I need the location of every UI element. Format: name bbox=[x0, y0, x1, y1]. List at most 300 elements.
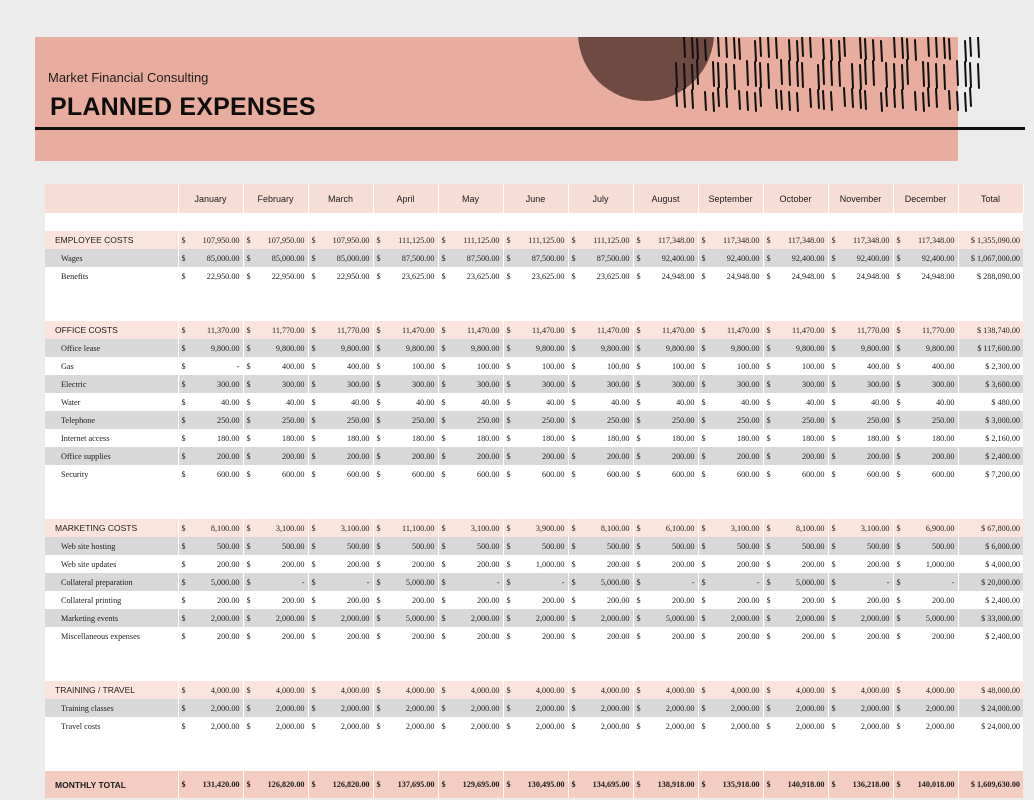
currency-symbol: $ bbox=[766, 253, 771, 263]
amount-cell bbox=[893, 699, 958, 717]
amount-value: 5,000.00 bbox=[210, 577, 240, 587]
currency-symbol: $ bbox=[571, 325, 576, 335]
amount-cell bbox=[503, 339, 568, 357]
amount-cell bbox=[633, 573, 698, 591]
row-total: $ 3,000.00 bbox=[958, 411, 1023, 429]
currency-symbol: $ bbox=[896, 541, 901, 551]
category-label: EMPLOYEE COSTS bbox=[45, 231, 178, 249]
currency-symbol: $ bbox=[636, 703, 641, 713]
amount-value: 9,800.00 bbox=[600, 343, 630, 353]
table-row bbox=[45, 537, 1023, 555]
amount-value: 200.00 bbox=[216, 451, 240, 461]
amount-value: 134,695.00 bbox=[592, 780, 630, 789]
currency-symbol: $ bbox=[766, 271, 771, 281]
amount-cell bbox=[893, 519, 958, 537]
table-row bbox=[45, 339, 1023, 357]
amount-cell bbox=[503, 555, 568, 573]
currency-symbol: $ bbox=[441, 541, 446, 551]
hatch-stroke bbox=[886, 88, 887, 106]
currency-symbol: $ bbox=[831, 433, 836, 443]
amount-cell bbox=[893, 771, 958, 798]
expenses-table bbox=[45, 184, 1024, 798]
row-total: $ 2,400.00 bbox=[958, 591, 1023, 609]
amount-cell bbox=[893, 681, 958, 699]
currency-symbol: $ bbox=[376, 361, 381, 371]
amount-cell bbox=[178, 411, 243, 429]
column-header: December bbox=[893, 184, 958, 213]
currency-symbol: $ bbox=[376, 523, 381, 533]
currency-symbol: $ bbox=[311, 271, 316, 281]
hatch-stroke bbox=[928, 37, 929, 56]
currency-symbol: $ bbox=[831, 780, 836, 789]
column-header: September bbox=[698, 184, 763, 213]
amount-value: 11,470.00 bbox=[532, 325, 565, 335]
currency-symbol: $ bbox=[311, 559, 316, 569]
amount-cell bbox=[568, 699, 633, 717]
amount-value: 2,000.00 bbox=[535, 703, 565, 713]
item-label: Collateral preparation bbox=[45, 573, 178, 591]
hatch-stroke bbox=[768, 37, 769, 57]
amount-value: 500.00 bbox=[671, 541, 695, 551]
currency-symbol: $ bbox=[636, 577, 641, 587]
hatch-stroke bbox=[894, 37, 895, 57]
amount-value: 2,000.00 bbox=[860, 703, 890, 713]
amount-value: 5,000.00 bbox=[665, 613, 695, 623]
amount-cell bbox=[633, 339, 698, 357]
hatch-stroke bbox=[844, 88, 845, 106]
amount-value: 8,100.00 bbox=[600, 523, 630, 533]
currency-symbol: $ bbox=[311, 415, 316, 425]
amount-value: 2,000.00 bbox=[210, 703, 240, 713]
amount-cell bbox=[568, 429, 633, 447]
amount-cell bbox=[893, 231, 958, 249]
hatch-stroke bbox=[936, 37, 937, 57]
amount-cell bbox=[438, 267, 503, 285]
row-total: $ 2,300.00 bbox=[958, 357, 1023, 375]
amount-cell bbox=[243, 393, 308, 411]
amount-cell bbox=[763, 609, 828, 627]
currency-symbol: $ bbox=[831, 469, 836, 479]
hatch-stroke bbox=[915, 92, 916, 110]
currency-symbol: $ bbox=[766, 415, 771, 425]
amount-value: 40.00 bbox=[611, 397, 630, 407]
currency-symbol: $ bbox=[246, 559, 251, 569]
amount-value: 500.00 bbox=[281, 541, 305, 551]
amount-value: 200.00 bbox=[736, 595, 760, 605]
currency-symbol: $ bbox=[311, 721, 316, 731]
currency-symbol: $ bbox=[506, 433, 511, 443]
currency-symbol: $ bbox=[441, 397, 446, 407]
amount-cell bbox=[763, 771, 828, 798]
currency-symbol: $ bbox=[506, 361, 511, 371]
amount-cell bbox=[893, 555, 958, 573]
hatch-stroke bbox=[970, 88, 971, 106]
amount-value: 40.00 bbox=[481, 397, 500, 407]
currency-symbol: $ bbox=[636, 235, 641, 245]
amount-value: 100.00 bbox=[736, 361, 760, 371]
amount-cell bbox=[568, 357, 633, 375]
currency-symbol: $ bbox=[441, 595, 446, 605]
spacer-row bbox=[45, 753, 1023, 771]
hatch-stroke bbox=[978, 64, 979, 88]
table-row bbox=[45, 717, 1023, 735]
column-header: August bbox=[633, 184, 698, 213]
amount-cell bbox=[568, 267, 633, 285]
amount-value: 9,800.00 bbox=[665, 343, 695, 353]
amount-cell bbox=[503, 699, 568, 717]
currency-symbol: $ bbox=[896, 685, 901, 695]
currency-symbol: $ bbox=[311, 523, 316, 533]
amount-cell bbox=[308, 717, 373, 735]
currency-symbol: $ bbox=[701, 613, 706, 623]
amount-value: 600.00 bbox=[541, 469, 565, 479]
amount-cell bbox=[828, 447, 893, 465]
amount-value: 6,900.00 bbox=[925, 523, 955, 533]
amount-cell bbox=[893, 627, 958, 645]
amount-cell bbox=[308, 555, 373, 573]
currency-symbol: $ bbox=[571, 631, 576, 641]
row-total: $ 2,160.00 bbox=[958, 429, 1023, 447]
amount-cell bbox=[373, 447, 438, 465]
currency-symbol: $ bbox=[376, 721, 381, 731]
amount-value: 200.00 bbox=[736, 451, 760, 461]
currency-symbol: $ bbox=[701, 780, 706, 789]
amount-cell bbox=[828, 699, 893, 717]
amount-cell bbox=[698, 519, 763, 537]
amount-value: 85,000.00 bbox=[336, 253, 370, 263]
currency-symbol: $ bbox=[766, 780, 771, 789]
currency-symbol: $ bbox=[701, 433, 706, 443]
row-total: $ 48,000.00 bbox=[958, 681, 1023, 699]
amount-value: - bbox=[756, 577, 760, 587]
hatch-stroke bbox=[923, 62, 924, 86]
spacer-cell bbox=[45, 663, 1023, 681]
amount-value: 22,950.00 bbox=[206, 271, 240, 281]
amount-value: 8,100.00 bbox=[795, 523, 825, 533]
amount-value: 40.00 bbox=[676, 397, 695, 407]
amount-cell bbox=[243, 591, 308, 609]
amount-cell bbox=[698, 357, 763, 375]
amount-value: 200.00 bbox=[411, 631, 435, 641]
amount-cell bbox=[698, 717, 763, 735]
company-name: Market Financial Consulting bbox=[48, 70, 209, 85]
currency-symbol: $ bbox=[181, 253, 186, 263]
row-total: $ 480.00 bbox=[958, 393, 1023, 411]
currency-symbol: $ bbox=[441, 271, 446, 281]
hatch-stroke bbox=[684, 89, 685, 107]
currency-symbol: $ bbox=[441, 361, 446, 371]
amount-value: 22,950.00 bbox=[271, 271, 305, 281]
currency-symbol: $ bbox=[246, 721, 251, 731]
currency-symbol: $ bbox=[376, 469, 381, 479]
currency-symbol: $ bbox=[571, 235, 576, 245]
currency-symbol: $ bbox=[701, 721, 706, 731]
amount-cell bbox=[893, 375, 958, 393]
amount-value: 9,800.00 bbox=[470, 343, 500, 353]
amount-cell bbox=[633, 537, 698, 555]
column-header: April bbox=[373, 184, 438, 213]
amount-cell bbox=[633, 717, 698, 735]
amount-value: 40.00 bbox=[741, 397, 760, 407]
currency-symbol: $ bbox=[441, 559, 446, 569]
currency-symbol: $ bbox=[636, 379, 641, 389]
amount-cell bbox=[893, 339, 958, 357]
amount-value: 2,000.00 bbox=[795, 721, 825, 731]
amount-cell bbox=[308, 231, 373, 249]
currency-symbol: $ bbox=[246, 451, 251, 461]
currency-symbol: $ bbox=[246, 235, 251, 245]
amount-cell bbox=[438, 519, 503, 537]
currency-symbol: $ bbox=[766, 577, 771, 587]
currency-symbol: $ bbox=[571, 361, 576, 371]
currency-symbol: $ bbox=[636, 469, 641, 479]
table-row bbox=[45, 591, 1023, 609]
hatch-stroke bbox=[902, 90, 903, 108]
hatch-stroke bbox=[928, 63, 929, 87]
amount-value: 100.00 bbox=[801, 361, 825, 371]
hatch-stroke bbox=[781, 60, 782, 84]
amount-cell bbox=[698, 375, 763, 393]
amount-cell bbox=[373, 519, 438, 537]
amount-cell bbox=[438, 393, 503, 411]
currency-symbol: $ bbox=[441, 253, 446, 263]
amount-value: 180.00 bbox=[346, 433, 370, 443]
currency-symbol: $ bbox=[311, 325, 316, 335]
currency-symbol: $ bbox=[636, 523, 641, 533]
spacer-row bbox=[45, 303, 1023, 321]
currency-symbol: $ bbox=[571, 397, 576, 407]
amount-value: 129,695.00 bbox=[462, 780, 500, 789]
currency-symbol: $ bbox=[376, 451, 381, 461]
spacer-cell bbox=[45, 285, 1023, 303]
amount-value: 4,000.00 bbox=[470, 685, 500, 695]
hatch-stroke bbox=[831, 61, 832, 85]
currency-symbol: $ bbox=[701, 451, 706, 461]
currency-symbol: $ bbox=[311, 685, 316, 695]
currency-symbol: $ bbox=[441, 469, 446, 479]
spacer-cell bbox=[45, 735, 1023, 753]
amount-value: 300.00 bbox=[931, 379, 955, 389]
amount-cell bbox=[828, 681, 893, 699]
hatch-stroke bbox=[865, 91, 866, 109]
amount-cell bbox=[178, 231, 243, 249]
amount-cell bbox=[243, 609, 308, 627]
amount-cell bbox=[893, 717, 958, 735]
amount-cell bbox=[503, 465, 568, 483]
amount-cell bbox=[763, 681, 828, 699]
amount-cell bbox=[763, 519, 828, 537]
amount-value: 300.00 bbox=[866, 379, 890, 389]
amount-value: - bbox=[691, 577, 695, 587]
amount-cell bbox=[698, 429, 763, 447]
amount-value: 23,625.00 bbox=[596, 271, 630, 281]
amount-cell bbox=[893, 321, 958, 339]
amount-cell bbox=[828, 555, 893, 573]
amount-value: 200.00 bbox=[346, 595, 370, 605]
table-row bbox=[45, 465, 1023, 483]
amount-value: 180.00 bbox=[801, 433, 825, 443]
amount-value: 250.00 bbox=[216, 415, 240, 425]
amount-value: 180.00 bbox=[411, 433, 435, 443]
amount-cell bbox=[633, 429, 698, 447]
currency-symbol: $ bbox=[506, 577, 511, 587]
row-total: $ 1,355,090.00 bbox=[958, 231, 1023, 249]
column-header: July bbox=[568, 184, 633, 213]
table-header-row bbox=[45, 184, 1023, 213]
currency-symbol: $ bbox=[441, 379, 446, 389]
row-total: $ 3,600.00 bbox=[958, 375, 1023, 393]
amount-cell bbox=[568, 465, 633, 483]
table-row bbox=[45, 393, 1023, 411]
amount-cell bbox=[308, 681, 373, 699]
amount-cell bbox=[308, 321, 373, 339]
currency-symbol: $ bbox=[376, 271, 381, 281]
item-label: Electric bbox=[45, 375, 178, 393]
amount-cell bbox=[633, 393, 698, 411]
currency-symbol: $ bbox=[831, 379, 836, 389]
amount-cell bbox=[568, 321, 633, 339]
amount-value: 4,000.00 bbox=[665, 685, 695, 695]
amount-cell bbox=[438, 429, 503, 447]
amount-cell bbox=[503, 429, 568, 447]
table-row bbox=[45, 447, 1023, 465]
spacer-row bbox=[45, 501, 1023, 519]
amount-value: 2,000.00 bbox=[340, 721, 370, 731]
amount-value: 92,400.00 bbox=[856, 253, 890, 263]
amount-cell bbox=[568, 393, 633, 411]
currency-symbol: $ bbox=[701, 361, 706, 371]
amount-value: 200.00 bbox=[931, 595, 955, 605]
currency-symbol: $ bbox=[831, 343, 836, 353]
amount-cell bbox=[178, 393, 243, 411]
amount-value: 200.00 bbox=[606, 595, 630, 605]
amount-value: 4,000.00 bbox=[275, 685, 305, 695]
amount-cell bbox=[308, 249, 373, 267]
hatch-stroke bbox=[907, 60, 908, 84]
currency-symbol: $ bbox=[441, 451, 446, 461]
amount-value: 126,820.00 bbox=[332, 780, 370, 789]
amount-cell bbox=[373, 573, 438, 591]
amount-value: 130,495.00 bbox=[527, 780, 565, 789]
row-total: $ 2,400.00 bbox=[958, 447, 1023, 465]
currency-symbol: $ bbox=[376, 613, 381, 623]
currency-symbol: $ bbox=[766, 361, 771, 371]
amount-value: 2,000.00 bbox=[470, 721, 500, 731]
amount-value: 2,000.00 bbox=[730, 703, 760, 713]
amount-value: 117,348.00 bbox=[722, 235, 760, 245]
row-total: $ 1,067,000.00 bbox=[958, 249, 1023, 267]
amount-cell bbox=[243, 339, 308, 357]
amount-value: 250.00 bbox=[606, 415, 630, 425]
hatch-stroke bbox=[957, 61, 958, 85]
amount-cell bbox=[828, 717, 893, 735]
hatch-stroke bbox=[970, 63, 971, 87]
amount-value: 131,420.00 bbox=[202, 780, 240, 789]
currency-symbol: $ bbox=[896, 433, 901, 443]
category-label: MARKETING COSTS bbox=[45, 519, 178, 537]
amount-value: 24,948.00 bbox=[661, 271, 695, 281]
row-total: $ 117,600.00 bbox=[958, 339, 1023, 357]
currency-symbol: $ bbox=[441, 685, 446, 695]
spacer-row bbox=[45, 645, 1023, 663]
amount-cell bbox=[503, 681, 568, 699]
amount-value: 9,800.00 bbox=[340, 343, 370, 353]
amount-cell bbox=[698, 447, 763, 465]
amount-cell bbox=[568, 375, 633, 393]
amount-value: 600.00 bbox=[281, 469, 305, 479]
hatch-stroke bbox=[978, 37, 979, 57]
currency-symbol: $ bbox=[831, 577, 836, 587]
amount-value: 500.00 bbox=[411, 541, 435, 551]
amount-cell bbox=[633, 681, 698, 699]
spacer-row bbox=[45, 285, 1023, 303]
amount-cell bbox=[568, 519, 633, 537]
currency-symbol: $ bbox=[571, 433, 576, 443]
amount-value: 4,000.00 bbox=[730, 685, 760, 695]
amount-cell bbox=[438, 357, 503, 375]
amount-cell bbox=[438, 465, 503, 483]
row-total: $ 24,000.00 bbox=[958, 699, 1023, 717]
hatch-stroke bbox=[692, 38, 693, 58]
amount-cell bbox=[763, 249, 828, 267]
currency-symbol: $ bbox=[766, 433, 771, 443]
currency-symbol: $ bbox=[181, 235, 186, 245]
currency-symbol: $ bbox=[181, 325, 186, 335]
currency-symbol: $ bbox=[246, 325, 251, 335]
hatch-stroke bbox=[902, 65, 903, 89]
amount-value: 200.00 bbox=[476, 631, 500, 641]
amount-value: 9,800.00 bbox=[925, 343, 955, 353]
currency-symbol: $ bbox=[506, 379, 511, 389]
item-label: Internet access bbox=[45, 429, 178, 447]
amount-cell bbox=[763, 339, 828, 357]
amount-value: 200.00 bbox=[346, 451, 370, 461]
row-total: $ 6,000.00 bbox=[958, 537, 1023, 555]
hatch-stroke bbox=[760, 37, 761, 56]
amount-cell bbox=[373, 339, 438, 357]
amount-value: 11,470.00 bbox=[467, 325, 500, 335]
currency-symbol: $ bbox=[441, 721, 446, 731]
currency-symbol: $ bbox=[441, 631, 446, 641]
amount-cell bbox=[438, 573, 503, 591]
amount-cell bbox=[308, 357, 373, 375]
table-row bbox=[45, 357, 1023, 375]
hatch-stroke bbox=[894, 89, 895, 107]
currency-symbol: $ bbox=[181, 595, 186, 605]
amount-value: 600.00 bbox=[671, 469, 695, 479]
amount-cell bbox=[828, 519, 893, 537]
table-row bbox=[45, 555, 1023, 573]
currency-symbol: $ bbox=[246, 595, 251, 605]
amount-cell bbox=[438, 249, 503, 267]
amount-cell bbox=[763, 411, 828, 429]
currency-symbol: $ bbox=[311, 397, 316, 407]
currency-symbol: $ bbox=[701, 559, 706, 569]
hatch-stroke bbox=[726, 64, 727, 88]
category-label: TRAINING / TRAVEL bbox=[45, 681, 178, 699]
currency-symbol: $ bbox=[636, 613, 641, 623]
currency-symbol: $ bbox=[246, 780, 251, 789]
amount-value: 92,400.00 bbox=[726, 253, 760, 263]
amount-cell bbox=[633, 249, 698, 267]
amount-value: 250.00 bbox=[801, 415, 825, 425]
amount-value: 3,900.00 bbox=[535, 523, 565, 533]
spacer-row bbox=[45, 735, 1023, 753]
currency-symbol: $ bbox=[441, 235, 446, 245]
amount-cell bbox=[308, 465, 373, 483]
hatch-stroke bbox=[886, 63, 887, 87]
amount-cell bbox=[568, 627, 633, 645]
